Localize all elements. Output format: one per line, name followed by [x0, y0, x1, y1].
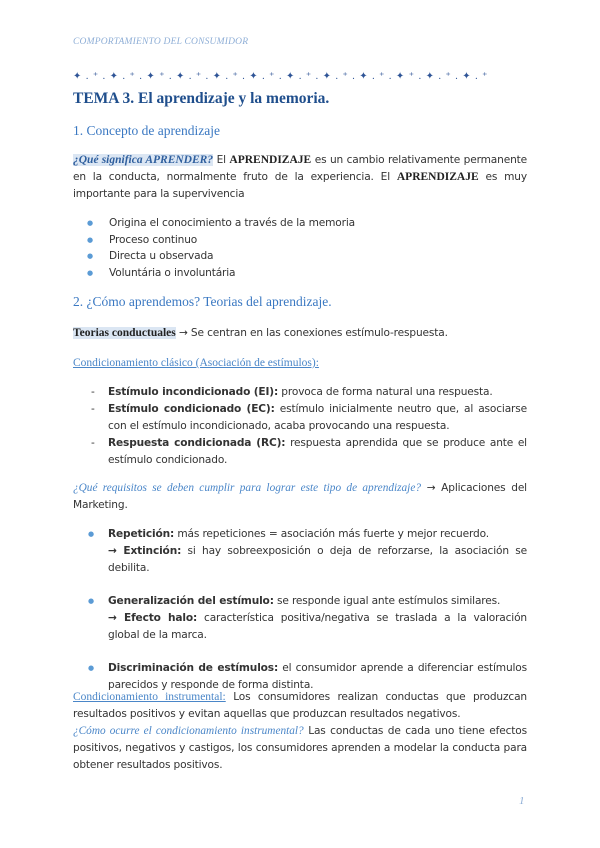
list-item: ● Repetición: más repeticiones = asociación más fuerte y mejor recuerdo. → Extinción: si hay sobreexposición o deja de reforzarse, la asociación se debilita. [88, 526, 527, 577]
list-item: ● Origina el conocimiento a través de la memoria [87, 215, 517, 232]
list-item: - Estímulo condicionado (EC): estímulo inicialmente neutro que, al asociarse con el estímulo incondicionado, acaba provocando una respuesta. [91, 401, 527, 435]
definition-list [91, 384, 527, 469]
list-item: - Estímulo incondicionado (EI): provoca de forma natural una respuesta. [91, 384, 527, 401]
subheading-clasico: Condicionamiento clásico (Asociación de estímulos): [73, 357, 319, 369]
section-heading-1: 1. Concepto de aprendizaje [73, 123, 220, 138]
list-item: - Respuesta condicionada (RC): respuesta aprendida que se produce ante el estímulo condicionado. [91, 435, 527, 469]
paragraph-teorias: Teorias conductuales → Se centran en las conexiones estímulo-respuesta. [73, 327, 448, 339]
paragraph-instrumental: Condicionamiento instrumental: Los consumidores realizan conductas que produzcan resultados positivos y evitan aquellas que produzcan resultados negativos. ¿Cómo ocurre el condicionamiento instrumental? Las conductas de cada uno tiene efectos positivos, negativos y castigos, los consumidores aprenden a modelar la conducta para obtener resultados positivos. [73, 691, 527, 771]
highlighted-term: Teorias conductuales [73, 327, 176, 339]
bullet-list [87, 215, 517, 281]
requisitos-list [88, 526, 527, 694]
highlighted-question: ¿Qué significa APRENDER? [73, 154, 214, 166]
list-item: ● Directa u observada [87, 248, 517, 265]
section-heading-2: 2. ¿Cómo aprendemos? Teorias del aprendizaje. [73, 294, 332, 309]
list-item: ● Voluntária o involuntária [87, 265, 517, 282]
list-item: ● Proceso continuo [87, 232, 517, 249]
page-title: TEMA 3. El aprendizaje y la memoria. [73, 90, 330, 107]
paragraph-requisitos: ¿Qué requisitos se deben cumplir para lograr este tipo de aprendizaje? → Aplicaciones del Marketing. [73, 482, 527, 511]
running-header: COMPORTAMIENTO DEL CONSUMIDOR [73, 37, 249, 47]
paragraph-aprendizaje: ¿Qué significa APRENDER? El APRENDIZAJE es un cambio relativamente permanente en la conducta, normalmente fruto de la experiencia. El APRENDIZAJE es muy importante para la supervivencia [73, 154, 528, 200]
list-item: ● Generalización del estímulo: se responde igual ante estímulos similares. → Efecto halo: característica positiva/negativa se traslada a la valoración global de la marca. [88, 593, 527, 644]
list-item: ● Discriminación de estímulos: el consumidor aprende a diferenciar estímulos parecidos y responde de forma distinta. [88, 660, 527, 694]
page-number: 1 [519, 795, 525, 807]
decorative-divider: ✦ . ⁺ . ✦ . ⁺ . ✦ ⁺ . ✦ . ⁺ . ✦ . ⁺ . ✦ . ⁺ . ✦ . ⁺ . ✦ . ⁺ . ✦ . ⁺ . ✦ ⁺ . ✦ . ⁺ . ✦ . ⁺ [73, 71, 489, 82]
